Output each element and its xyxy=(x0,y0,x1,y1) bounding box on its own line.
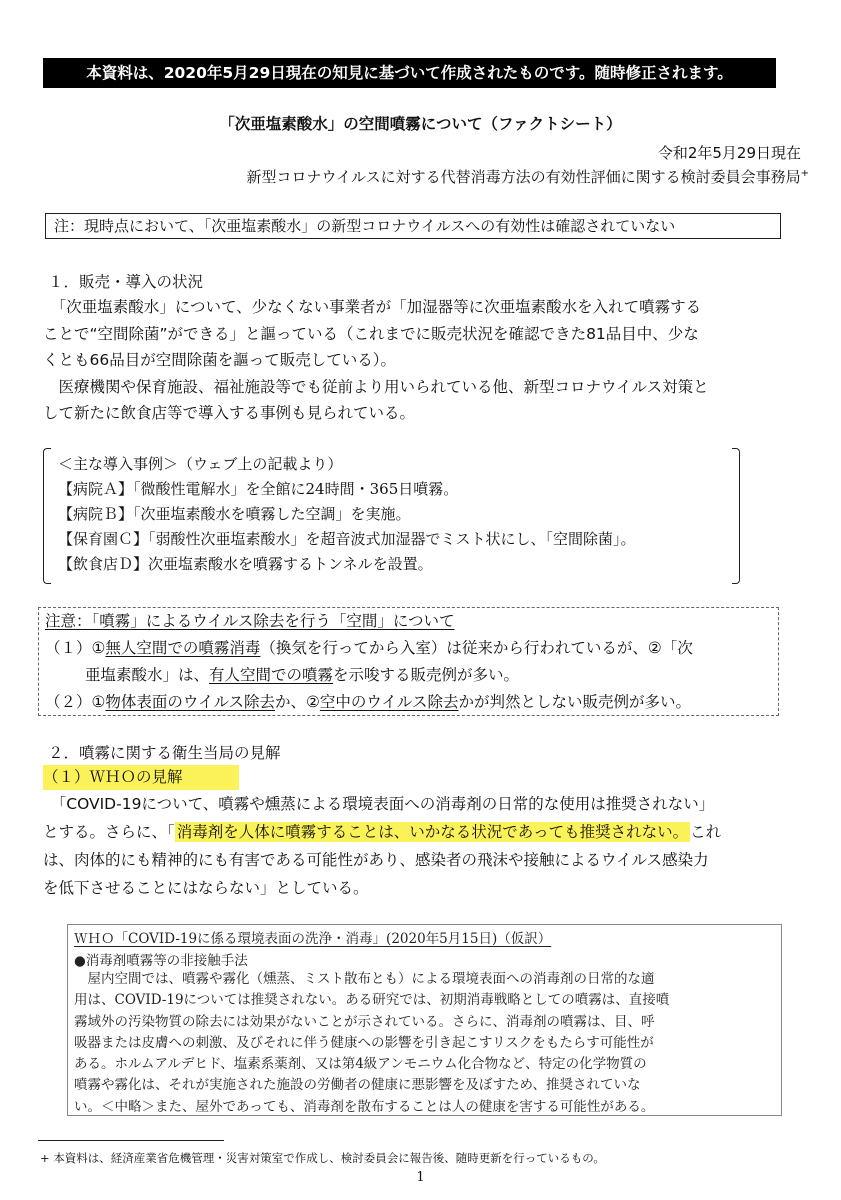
footnote-divider xyxy=(38,1140,224,1141)
caution-item-2 xyxy=(45,689,693,716)
caution-text: か、② xyxy=(274,693,320,711)
caution-text: かが判然としない販売例が多い。 xyxy=(458,693,691,711)
example-text: 次亜塩素酸水を噴霧するトンネルを設置。 xyxy=(148,555,433,573)
section2-line: を低下させることにはならない」としている。 xyxy=(43,879,369,897)
section2-body xyxy=(43,790,721,902)
section1-body xyxy=(43,294,709,427)
caution-title-text: 注意：「噴霧」によるウイルス除去を行う「空間」について xyxy=(45,612,455,630)
caution-text: （換気を行ってから入室）は従来から行われているが、②「次 xyxy=(260,639,693,657)
section1-line: くとも66品目が空間除菌を謳って販売している）。 xyxy=(43,351,396,369)
caution-text: を示唆する販売例が多い。 xyxy=(333,666,520,684)
caution-underlined: 無人空間での噴霧消毒 xyxy=(105,639,261,657)
highlighted-quote: 消毒剤を人体に噴霧することは、いかなる状況であっても推奨されない。 xyxy=(176,823,689,841)
example-item xyxy=(58,552,636,577)
author-name: 新型コロナウイルスに対する代替消毒方法の有効性評価に関する検討委員会事務局 xyxy=(246,168,801,186)
document-date: 令和2年5月29日現在 xyxy=(657,144,801,162)
section2-line: は、肉体的にも精神的にも有害である可能性があり、感染者の飛沫や接触によるウイルス感染力 xyxy=(43,851,709,869)
section2-text: とする。さらに、「 xyxy=(43,823,175,841)
bracket-right xyxy=(732,448,740,584)
example-label: 【病院Ｂ】 xyxy=(58,505,134,523)
section1-line: して新たに飲食店等で導入する事例も見られている。 xyxy=(43,404,416,422)
who-quote-box xyxy=(67,924,782,1116)
section1-line: ことで“空間除菌”ができる」と謳っている（これまでに販売状況を確認できた81品目中、少な xyxy=(43,324,699,343)
examples-heading: ＜主な導入事例＞（ウェブ上の記載より） xyxy=(58,455,343,473)
who-quote-line: 吸器または皮膚への刺激、及びそれに伴う健康への影響を引き起こすリスクをもたらす可能性が xyxy=(74,1034,654,1051)
section2-line xyxy=(43,818,721,846)
who-quote-line: 用は、COVID-19については推奨されない。ある研究では、初期消毒戦略としての噴霧は、直接噴 xyxy=(74,992,670,1009)
document-author xyxy=(247,166,810,187)
section2-text: これ xyxy=(690,823,722,841)
footnote: + 本資料は、経済産業省危機管理・災害対策室で作成し、検討委員会に報告後、随時更新を行っているもの。 xyxy=(40,1151,605,1165)
section1-line: 医療機関や保育施設、福祉施設等でも従前より用いられている他、新型コロナウイルス対策と xyxy=(43,377,709,396)
who-quote-body xyxy=(74,969,669,1118)
who-quote-line: 屋内空間では、噴霧や霧化（燻蒸、ミスト散布とも）による環境表面への消毒剤の日常的な適 xyxy=(74,971,655,987)
example-text: 「微酸性電解水」を全館に24時間・365日噴霧。 xyxy=(133,480,459,498)
who-quote-line: 霧域外の汚染物質の除去には効果がないことが示されている。さらに、消毒剤の噴霧は、目、呼 xyxy=(74,1013,655,1030)
caution-title xyxy=(45,608,693,635)
example-label: 【病院Ａ】 xyxy=(58,480,134,498)
section1-line: 「次亜塩素酸水」について、少なくない事業者が「加湿器等に次亜塩素酸水を入れて噴霧する xyxy=(43,298,702,316)
example-item xyxy=(58,477,636,502)
example-text: 「次亜塩素酸水を噴霧した空調」を実施。 xyxy=(133,505,411,523)
section2-heading: ２．噴霧に関する衛生当局の見解 xyxy=(48,744,281,762)
who-quote-subheading: ●消毒剤噴霧等の非接触手法 xyxy=(74,953,248,969)
caution-underlined: 物体表面のウイルス除去 xyxy=(105,693,275,711)
who-quote-line: い。＜中略＞また、屋外であっても、消毒剤を散布することは人の健康を害する可能性がある。 xyxy=(74,1098,655,1115)
example-label: 【飲食店Ｄ】 xyxy=(58,555,149,573)
example-text: 「弱酸性次亜塩素酸水」を超音波式加湿器でミスト状にし、「空間除菌」。 xyxy=(148,530,636,548)
who-quote-line: ある。ホルムアルデヒド、塩素系薬剤、又は第4級アンモニウム化合物など、特定の化学物質の xyxy=(74,1056,647,1073)
author-footnote-mark: + xyxy=(800,168,809,179)
who-subheading: （１）ＷＨＯの見解 xyxy=(43,765,239,790)
examples-list xyxy=(58,452,636,577)
caution-box xyxy=(38,607,779,716)
who-quote-title: ＷＨＯ「COVID-19に係る環境表面の洗浄・消毒」(2020年5月15日)（仮訳） xyxy=(74,931,552,947)
example-item xyxy=(58,527,636,552)
caution-item-prefix: （１）① xyxy=(45,639,106,657)
caution-item-1-cont xyxy=(45,662,693,689)
caution-item-1 xyxy=(45,635,693,662)
page-number: 1 xyxy=(416,1170,425,1185)
effectiveness-note: 注：現時点において、「次亜塩素酸水」の新型コロナウイルスへの有効性は確認されていない xyxy=(45,213,781,239)
caution-text: 亜塩素酸水」は、 xyxy=(85,666,210,684)
bracket-left xyxy=(43,448,51,584)
section1-heading: １．販売・導入の状況 xyxy=(48,273,204,291)
who-quote-line: 噴霧や霧化は、それが実施された施設の労働者の健康に悪影響を及ぼすため、推奨されていな xyxy=(74,1077,641,1094)
example-label: 【保育園Ｃ】 xyxy=(58,530,149,548)
example-item xyxy=(58,502,636,527)
revision-banner: 本資料は、2020年5月29日現在の知見に基づいて作成されたものです。随時修正されます。 xyxy=(43,58,776,88)
caution-underlined: 空中のウイルス除去 xyxy=(319,693,459,711)
section2-line: 「COVID-19について、噴霧や燻蒸による環境表面への消毒剤の日常的な使用は推奨されない」 xyxy=(43,795,715,813)
document-title: 「次亜塩素酸水」の空間噴霧について（ファクトシート） xyxy=(219,115,622,133)
caution-content xyxy=(45,608,693,716)
caution-underlined: 有人空間での噴霧 xyxy=(209,666,334,684)
caution-item-prefix: （２）① xyxy=(45,693,106,711)
examples-box xyxy=(43,448,740,582)
